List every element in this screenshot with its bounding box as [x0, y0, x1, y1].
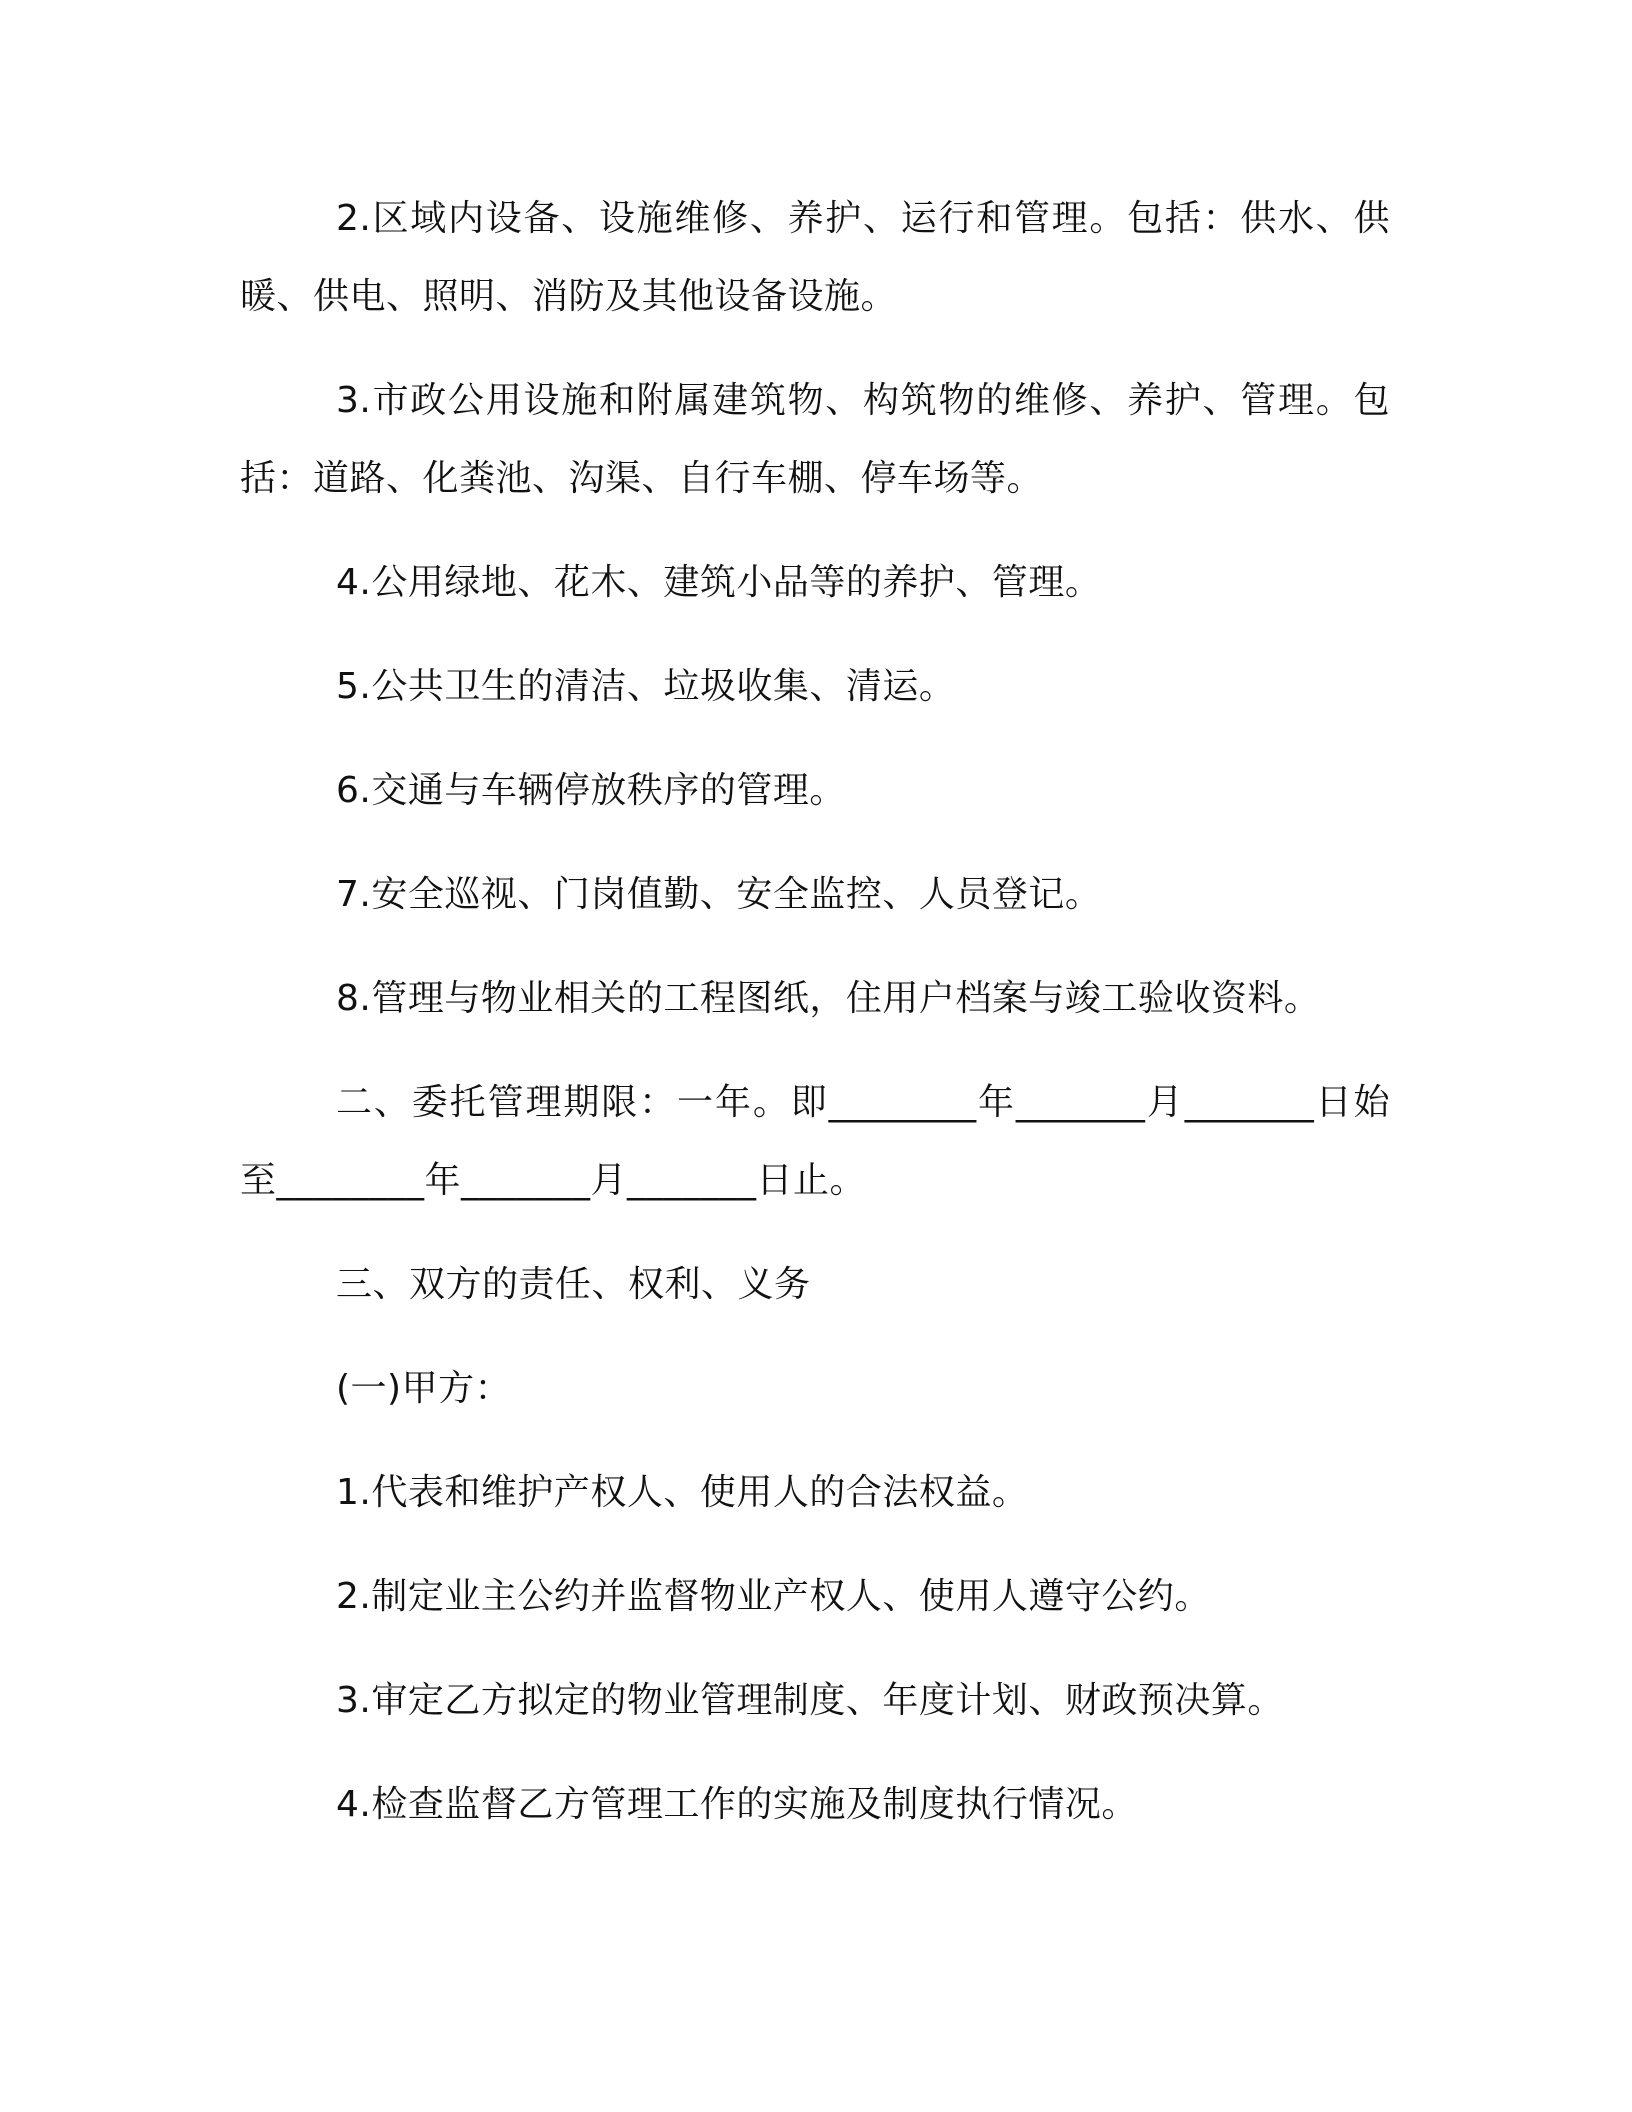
paragraph-item-2: 2.区域内设备、设施维修、养护、运行和管理。包括：供水、供暖、供电、照明、消防及其他设备设施。	[240, 198, 1390, 317]
paragraph-item-4: 4.公用绿地、花木、建筑小品等的养护、管理。	[336, 562, 1102, 603]
paragraph-item-3: 3.市政公用设施和附属建筑物、构筑物的维修、养护、管理。包括：道路、化粪池、沟渠、自行车棚、停车场等。	[240, 380, 1390, 499]
party-a-item-2: 2.制定业主公约并监督物业产权人、使用人遵守公约。	[336, 1576, 1211, 1617]
party-a-item-3: 3.审定乙方拟定的物业管理制度、年度计划、财政预决算。	[336, 1680, 1284, 1721]
document-body	[240, 180, 1390, 1870]
section-heading-responsibilities: 三、双方的责任、权利、义务	[336, 1264, 811, 1305]
subsection-heading-party-a: (一)甲方：	[336, 1368, 512, 1409]
paragraph-item-7: 7.安全巡视、门岗值勤、安全监控、人员登记。	[336, 874, 1102, 915]
party-a-item-4: 4.检查监督乙方管理工作的实施及制度执行情况。	[336, 1784, 1138, 1825]
paragraph-item-8: 8.管理与物业相关的工程图纸，住用户档案与竣工验收资料。	[336, 978, 1321, 1019]
paragraph-entrust-period: 二、委托管理期限：一年。即________年_______月_______日始至________年_______月_______日止。	[240, 1082, 1390, 1201]
paragraph-item-5: 5.公共卫生的清洁、垃圾收集、清运。	[336, 666, 956, 707]
paragraph-item-6: 6.交通与车辆停放秩序的管理。	[336, 770, 846, 811]
party-a-item-1: 1.代表和维护产权人、使用人的合法权益。	[336, 1472, 1029, 1513]
